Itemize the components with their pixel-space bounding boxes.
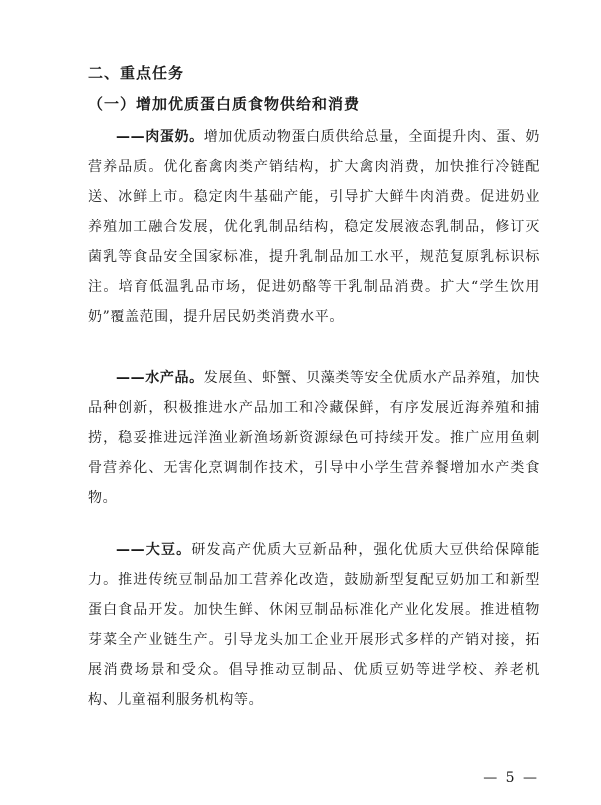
paragraph-text: 研发高产优质大豆新品种，强化优质大豆供给保障能力。推进传统豆制品加工营养化改造，鼓励新型复配豆奶加工和新型蛋白食品开发。加快生鲜、休闲豆制品标准化产业化发展。推进植物芽菜全产业链生产。引导龙头加工企业开展形式多样的产销对接，拓展消费场景和受众。倡导推动豆制品、优质豆奶等进学校、养老机构、儿童福利服务机构等。 <box>88 542 540 708</box>
paragraph-lead: ——肉蛋奶。 <box>116 129 204 145</box>
page-number: — 5 — <box>483 770 539 786</box>
paragraph-text: 增加优质动物蛋白质供给总量，全面提升肉、蛋、奶营养品质。优化畜禽肉类产销结构，扩大禽肉消费，加快推行冷链配送、冰鲜上市。稳定肉牛基础产能，引导扩大鲜牛肉消费。促进奶业养殖加工融合发展，优化乳制品结构，稳定发展液态乳制品，修订灭菌乳等食品安全国家标准，提升乳制品加工水平，规范复原乳标识标注。培育低温乳品市场，促进奶酪等干乳制品消费。扩大“学生饮用奶”覆盖范围，提升居民奶类消费水平。 <box>88 129 540 325</box>
subsection-heading: （一）增加优质蛋白质食物供给和消费 <box>88 95 361 113</box>
paragraph-aquatic-products <box>88 363 540 513</box>
paragraph-soybean <box>88 535 540 715</box>
paragraph-meat-egg-milk <box>88 122 540 332</box>
paragraph-text: 发展鱼、虾蟹、贝藻类等安全优质水产品养殖，加快品种创新，积极推进水产品加工和冷藏保鲜，有序发展近海养殖和捕捞，稳妥推进远洋渔业新渔场新资源绿色可持续开发。推广应用鱼刺骨营养化、无害化烹调制作技术，引导中小学生营养餐增加水产类食物。 <box>88 370 540 506</box>
paragraph-lead: ——大豆。 <box>116 542 192 558</box>
paragraph-lead: ——水产品。 <box>116 370 204 386</box>
section-heading: 二、重点任务 <box>88 64 185 82</box>
